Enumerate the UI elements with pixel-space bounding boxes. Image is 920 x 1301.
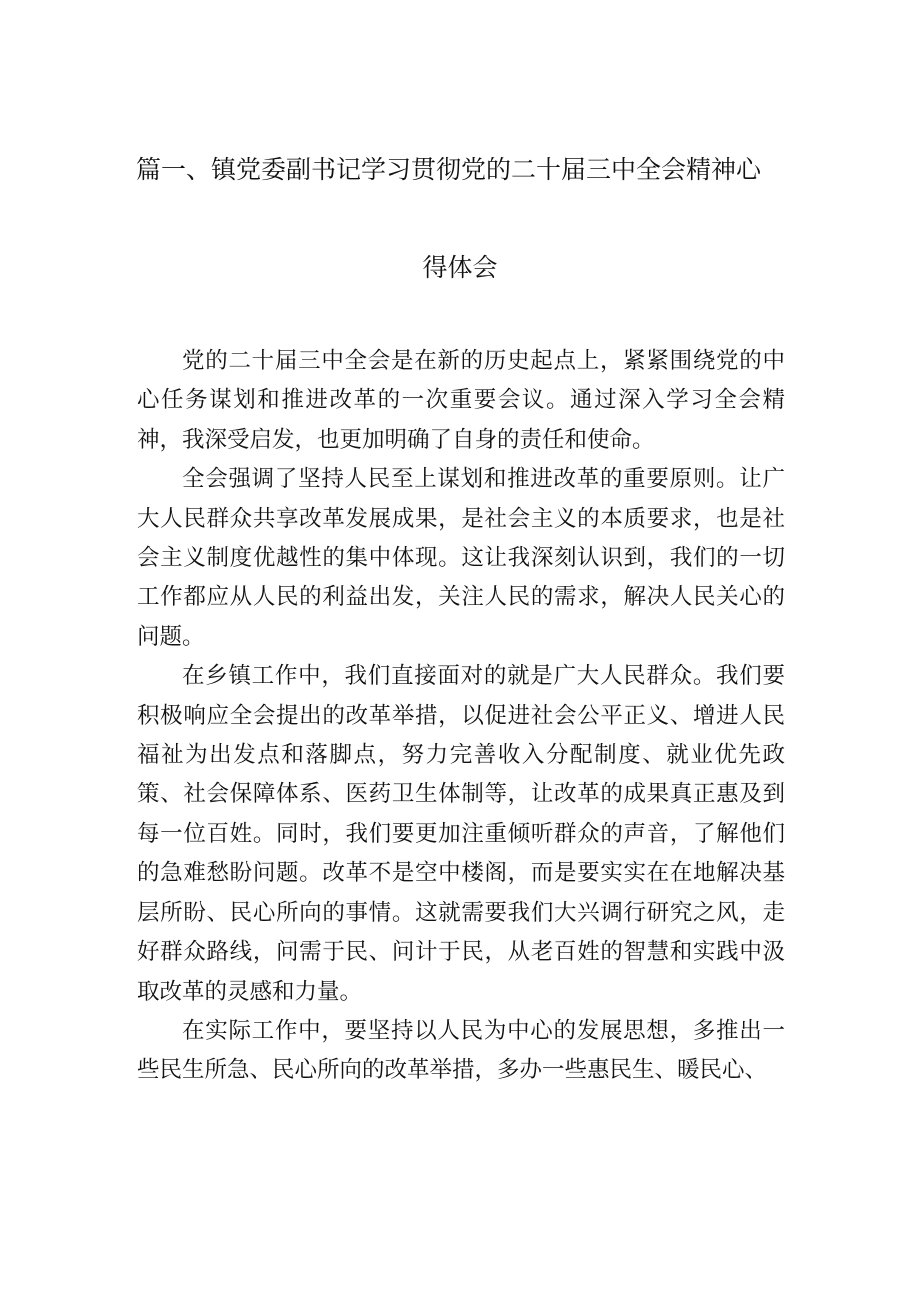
document-body xyxy=(137,342,785,1091)
body-paragraph-1: 党的二十届三中全会是在新的历史起点上，紧紧围绕党的中心任务谋划和推进改革的一次重要会议。通过深入学习全会精神，我深受启发，也更加明确了自身的责任和使命。 xyxy=(137,348,785,453)
body-paragraph-2: 全会强调了坚持人民至上谋划和推进改革的重要原则。让广大人民群众共享改革发展成果，是社会主义的本质要求，也是社会主义制度优越性的集中体现。这让我深刻认识到，我们的一切工作都应从人民的利益出发，关注人民的需求，解决人民关心的问题。 xyxy=(137,466,785,650)
document-title-line-1: 篇一、镇党委副书记学习贯彻党的二十届三中全会精神心 xyxy=(136,155,762,184)
document-title-line-2: 得体会 xyxy=(422,253,498,282)
body-paragraph-4: 在实际工作中，要坚持以人民为中心的发展思想，多推出一些民生所急、民心所向的改革举措，多办一些惠民生、暖民心、 xyxy=(137,1017,785,1084)
body-paragraph-3: 在乡镇工作中，我们直接面对的就是广大人民群众。我们要积极响应全会提出的改革举措，以促进社会公平正义、增进人民福祉为出发点和落脚点，努力完善收入分配制度、就业优先政策、社会保障体系、医药卫生体制等，让改革的成果真正惠及到每一位百姓。同时，我们要更加注重倾听群众的声音，了解他们的急难愁盼问题。改革不是空中楼阁，而是要实实在在地解决基层所盼、民心所向的事情。这就需要我们大兴调行研究之风，走好群众路线，问需于民、问计于民，从老百姓的智慧和实践中汲取改革的灵感和力量。 xyxy=(137,663,785,1005)
